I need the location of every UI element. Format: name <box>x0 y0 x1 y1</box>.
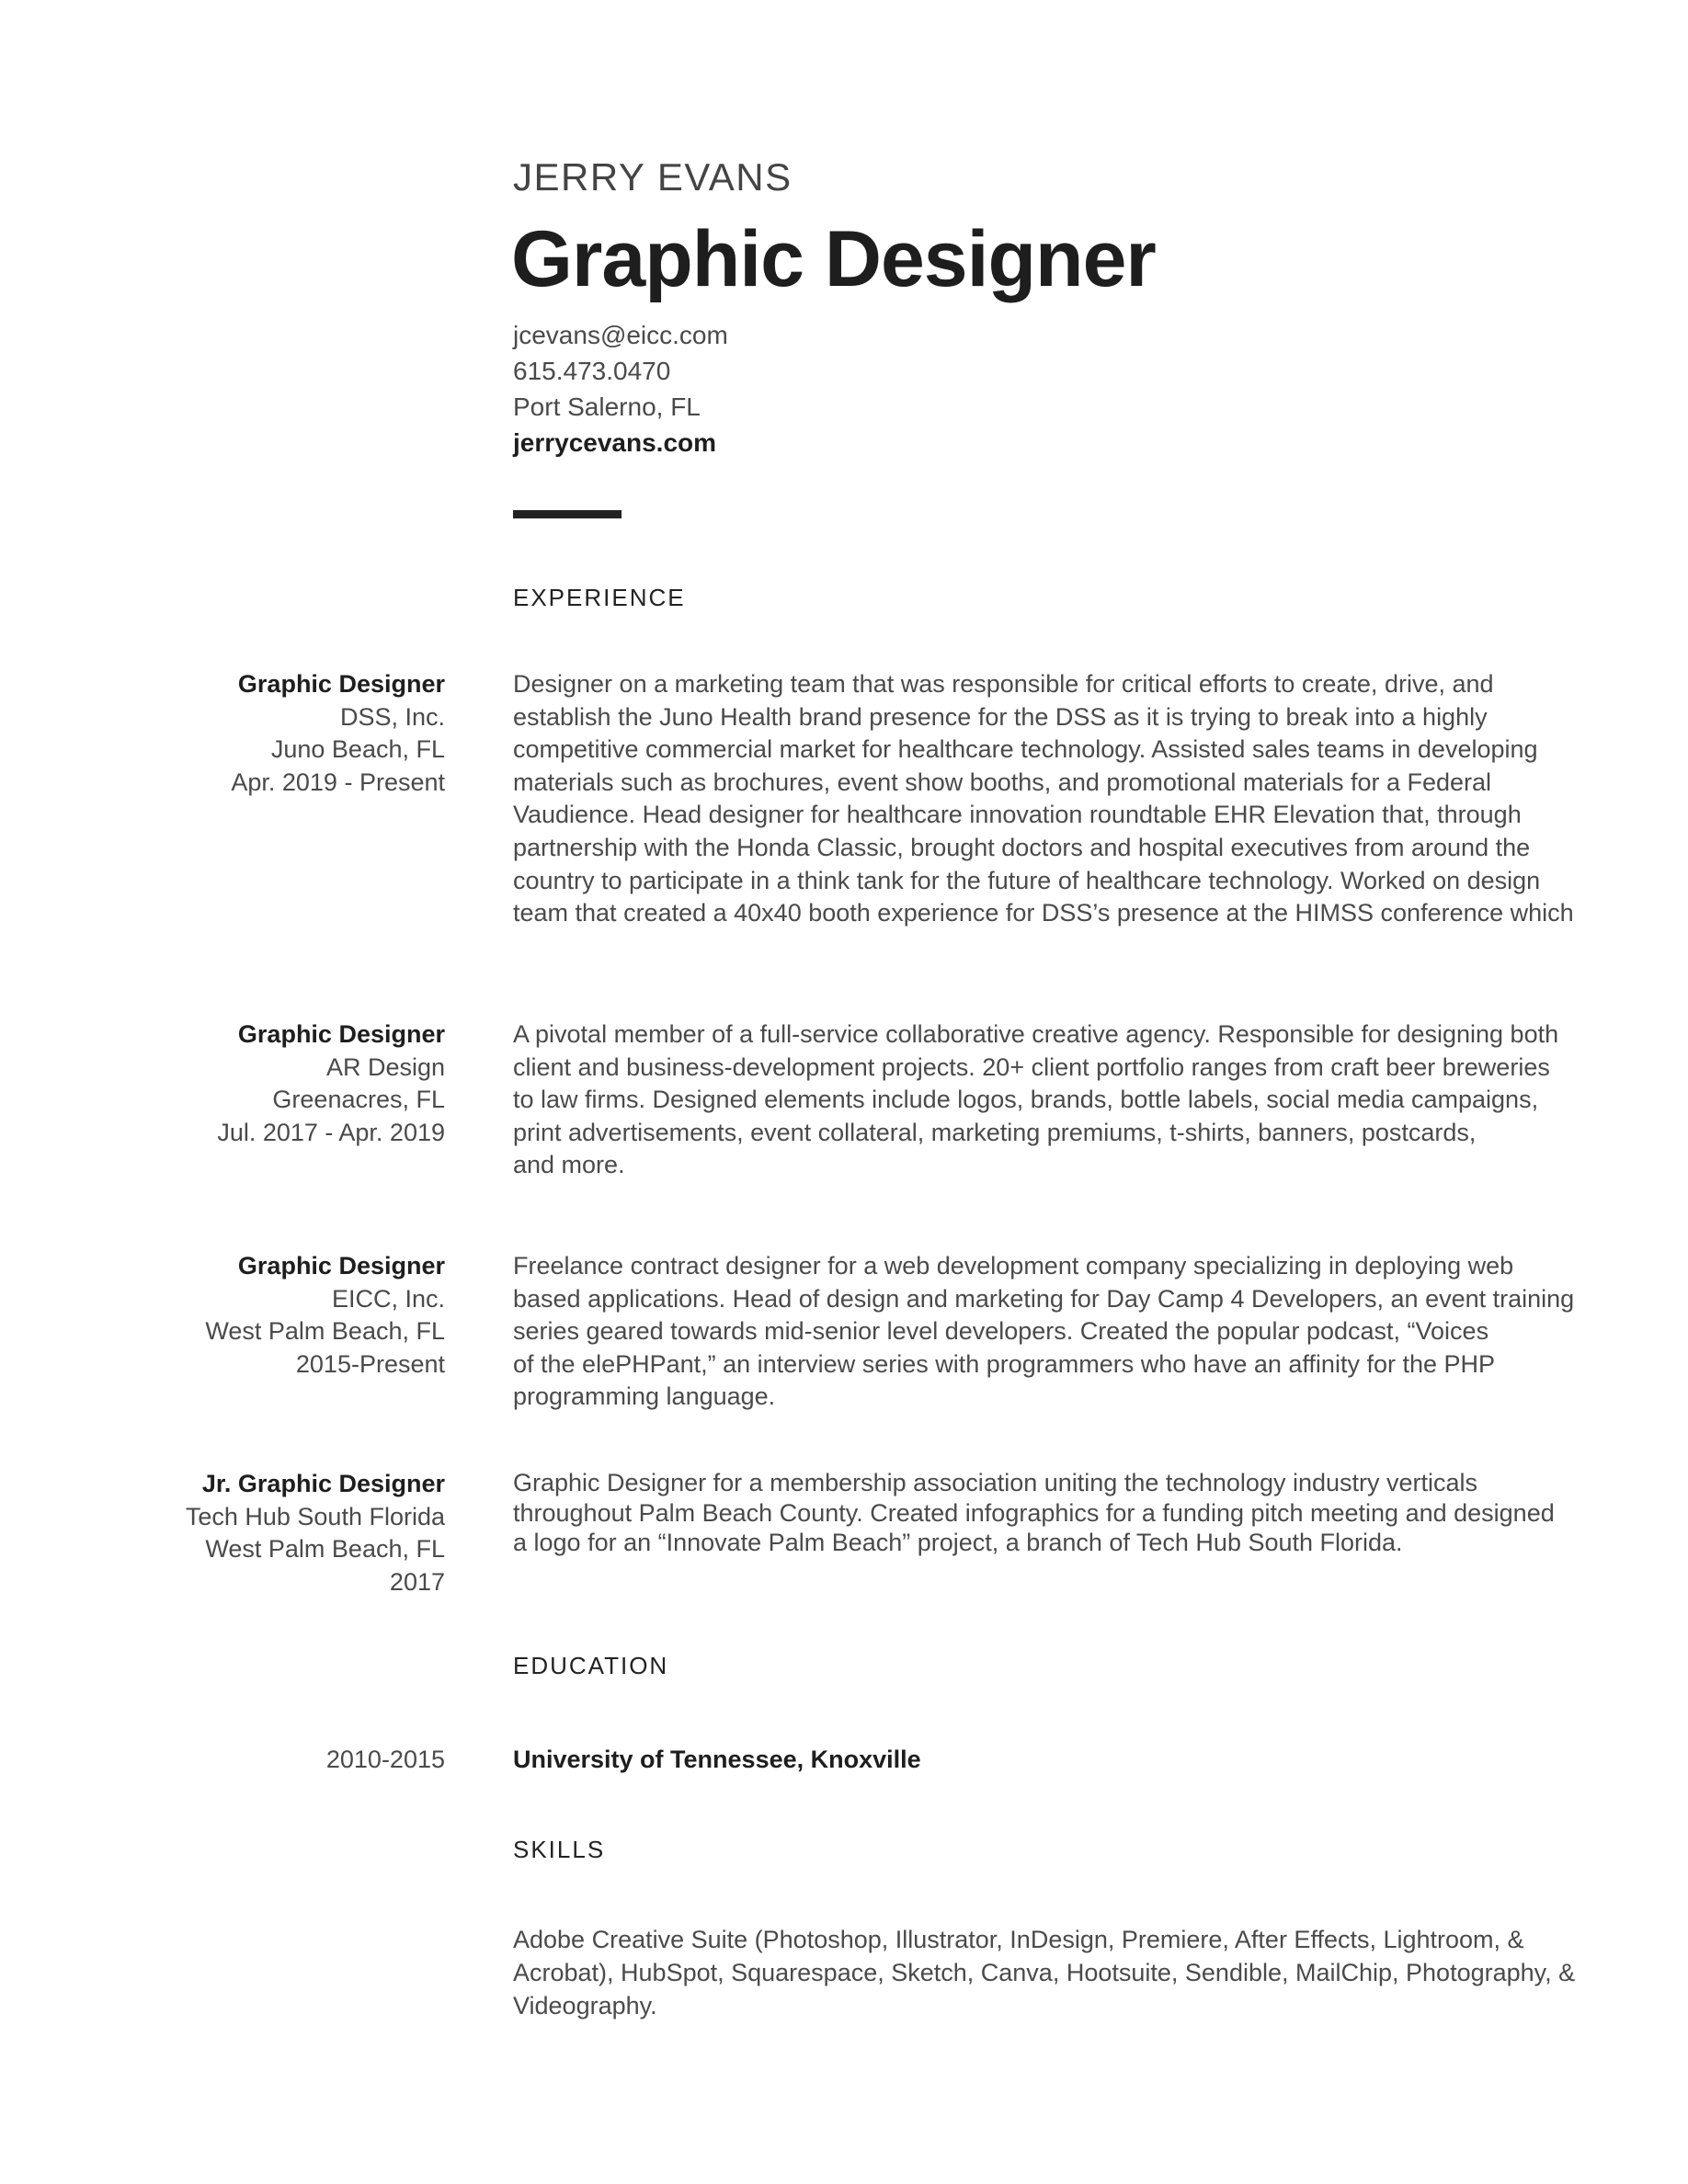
experience-description <box>513 1018 1559 1182</box>
description-line: a logo for an “Innovate Palm Beach” project, a branch of Tech Hub South Florida. <box>513 1529 1403 1556</box>
description-line: country to participate in a think tank for the future of healthcare technology. Worked on design <box>513 866 1541 894</box>
website-link[interactable]: jerrycevans.com <box>513 428 717 457</box>
education-years: 2010-2015 <box>325 1746 445 1773</box>
job-title: Graphic Designer <box>511 215 1156 303</box>
description-line: series geared towards mid-senior level developers. Created the popular podcast, “Voices <box>513 1317 1489 1346</box>
skills-line: Acrobat), HubSpot, Squarespace, Sketch, Canva, Hootsuite, Sendible, MailChip, Photography, & <box>513 1959 1576 1986</box>
experience-company: EICC, Inc. <box>331 1284 445 1313</box>
experience-company: AR Design <box>325 1052 445 1081</box>
description-line: based applications. Head of design and marketing for Day Camp 4 Developers, an event training <box>513 1284 1575 1313</box>
description-line: Graphic Designer for a membership association uniting the technology industry verticals <box>513 1469 1478 1496</box>
experience-role: Jr. Graphic Designer <box>201 1470 445 1497</box>
education-heading: EDUCATION <box>513 1652 669 1679</box>
description-line: client and business-development projects. 20+ client portfolio ranges from craft beer breweries <box>513 1052 1550 1081</box>
description-line: Vaudience. Head designer for healthcare innovation roundtable EHR Elevation that, through <box>513 801 1522 829</box>
experience-role: Graphic Designer <box>237 1252 445 1280</box>
experience-dates: Apr. 2019 - Present <box>231 768 445 796</box>
experience-meta <box>205 1250 445 1381</box>
description-line: to law firms. Designed elements include logos, brands, bottle labels, social media campaigns, <box>513 1086 1539 1114</box>
description-line: establish the Juno Health brand presence for the DSS as it is trying to break into a highly <box>513 702 1488 731</box>
experience-dates: 2017 <box>389 1567 445 1596</box>
experience-company: Tech Hub South Florida <box>185 1502 445 1530</box>
candidate-name: JERRY EVANS <box>513 155 793 199</box>
experience-role: Graphic Designer <box>237 1020 445 1048</box>
experience-meta <box>186 1468 445 1598</box>
education-school: University of Tennessee, Knoxville <box>513 1746 921 1773</box>
experience-location: West Palm Beach, FL <box>205 1317 445 1346</box>
description-line: materials such as brochures, event show booths, and promotional materials for a Federal <box>513 768 1492 796</box>
skills-list <box>513 1923 1575 2022</box>
email-text: jcevans@eicc.com <box>513 321 728 349</box>
skills-line: Adobe Creative Suite (Photoshop, Illustrator, InDesign, Premiere, After Effects, Lightroom, & <box>513 1926 1524 1953</box>
phone-text: 615.473.0470 <box>513 357 671 385</box>
description-line: of the elePHPant,” an interview series with programmers who have an affinity for the PHP <box>513 1349 1496 1378</box>
location-text: Port Salerno, FL <box>513 392 701 421</box>
description-line: team that created a 40x40 booth experience for DSS’s presence at the HIMSS conference which <box>513 899 1574 927</box>
experience-meta <box>217 1018 445 1149</box>
experience-location: Juno Beach, FL <box>270 735 445 764</box>
experience-description <box>513 1250 1575 1414</box>
experience-dates: 2015-Present <box>295 1349 445 1378</box>
description-line: A pivotal member of a full-service collaborative creative agency. Responsible for designing both <box>513 1020 1559 1048</box>
header-divider <box>513 510 622 518</box>
experience-company: DSS, Inc. <box>339 702 445 731</box>
experience-heading: EXPERIENCE <box>513 584 686 611</box>
description-line: and more. <box>513 1151 625 1179</box>
skills-line: Videography. <box>513 1992 657 2019</box>
description-line: partnership with the Honda Classic, brought doctors and hospital executives from around the <box>513 833 1531 861</box>
experience-description <box>513 1468 1555 1558</box>
description-line: print advertisements, event collateral, marketing premiums, t-shirts, banners, postcards, <box>513 1118 1477 1146</box>
experience-meta <box>231 668 445 799</box>
skills-heading: SKILLS <box>513 1836 606 1863</box>
experience-dates: Jul. 2017 - Apr. 2019 <box>217 1118 445 1146</box>
experience-description <box>513 668 1574 930</box>
experience-role: Graphic Designer <box>237 670 445 698</box>
contact-block <box>513 317 728 461</box>
experience-location: Greenacres, FL <box>272 1086 445 1114</box>
description-line: competitive commercial market for healthcare technology. Assisted sales teams in developing <box>513 735 1538 764</box>
experience-location: West Palm Beach, FL <box>205 1535 445 1564</box>
description-line: Freelance contract designer for a web development company specializing in deploying web <box>513 1252 1514 1280</box>
description-line: programming language. <box>513 1382 776 1411</box>
description-line: Designer on a marketing team that was responsible for critical efforts to create, drive, and <box>513 670 1494 698</box>
description-line: throughout Palm Beach County. Created infographics for a funding pitch meeting and designed <box>513 1498 1555 1527</box>
